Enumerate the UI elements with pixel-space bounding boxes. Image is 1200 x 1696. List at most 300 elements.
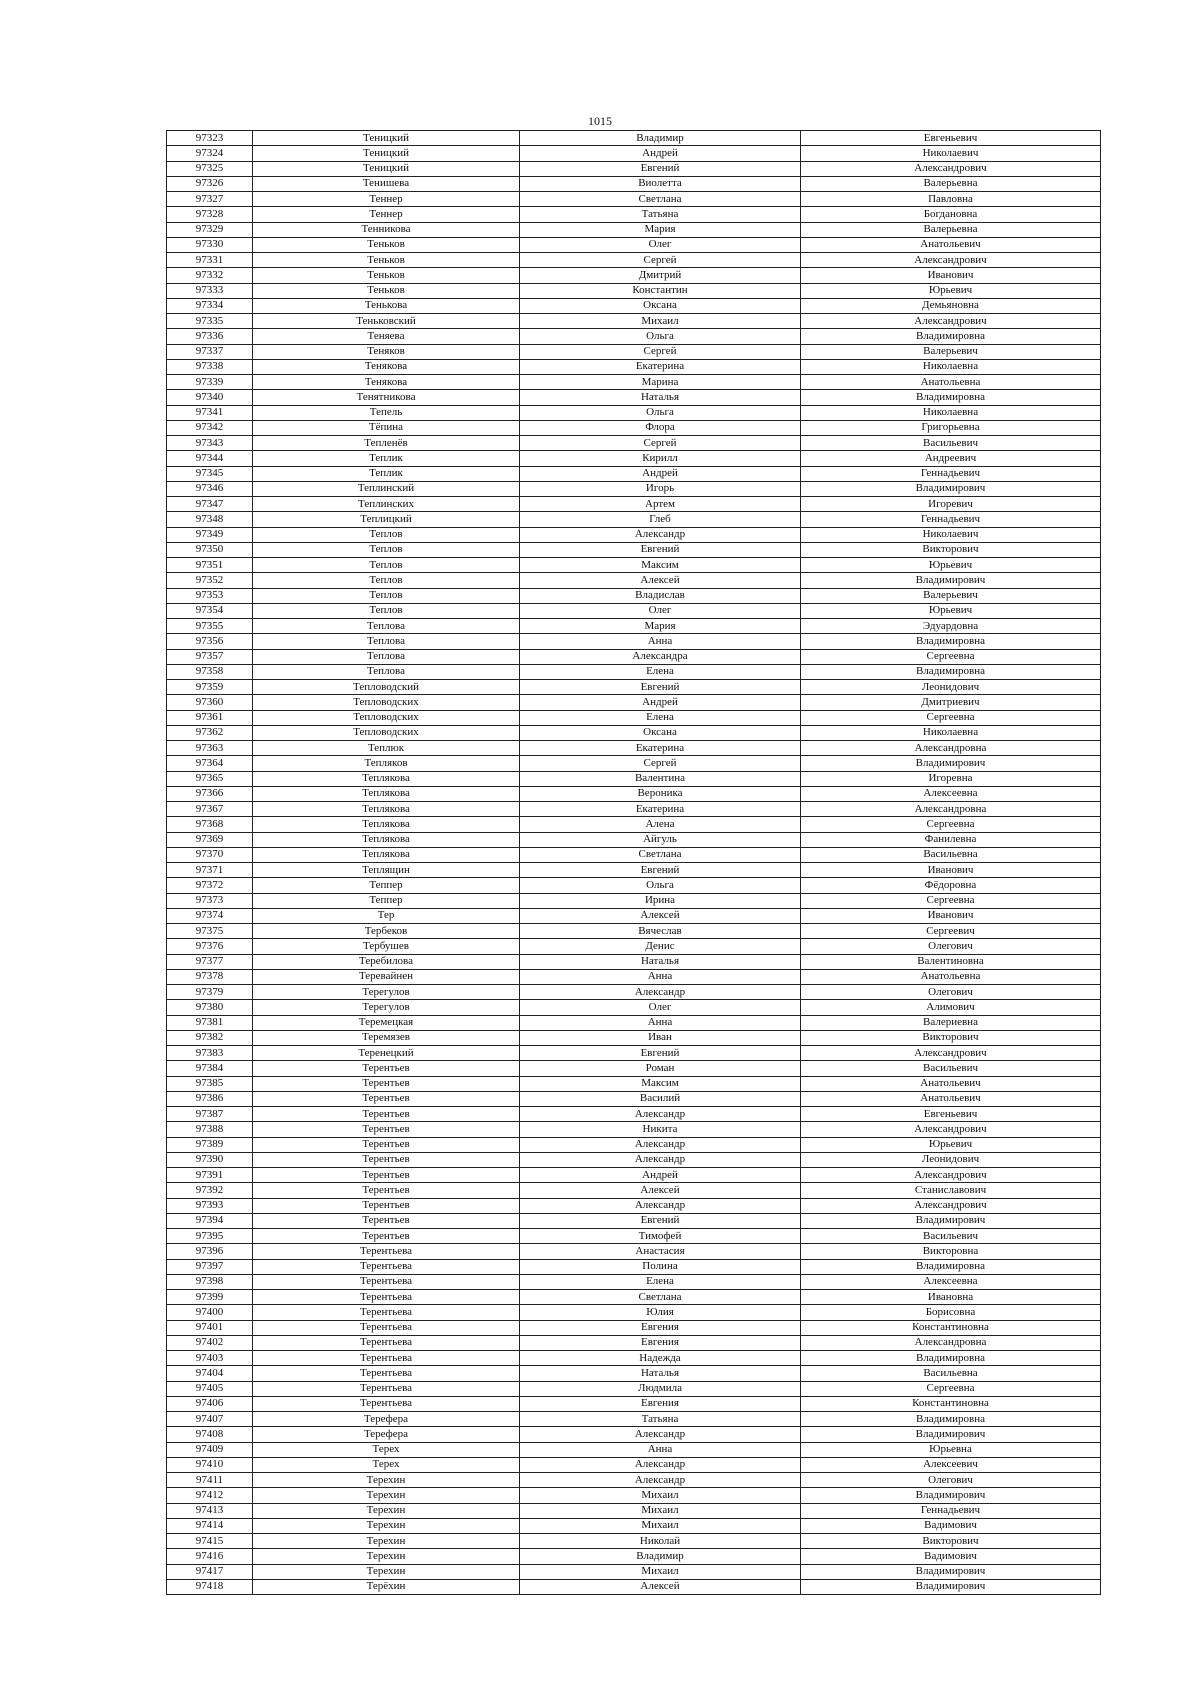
surname-cell: Теплякова [253, 847, 520, 862]
patronymic-cell: Валерьевна [801, 176, 1101, 191]
first-name-cell: Юлия [520, 1305, 801, 1320]
patronymic-cell: Владимировна [801, 329, 1101, 344]
patronymic-cell: Александрович [801, 161, 1101, 176]
record-number-cell: 97398 [167, 1274, 253, 1289]
surname-cell: Терехин [253, 1534, 520, 1549]
patronymic-cell: Александрович [801, 314, 1101, 329]
table-row [167, 222, 1101, 237]
table-row [167, 1213, 1101, 1228]
surname-cell: Терентьев [253, 1122, 520, 1137]
record-number-cell: 97372 [167, 878, 253, 893]
surname-cell: Терефера [253, 1412, 520, 1427]
first-name-cell: Ольга [520, 329, 801, 344]
first-name-cell: Вячеслав [520, 924, 801, 939]
patronymic-cell: Александровна [801, 1335, 1101, 1350]
first-name-cell: Оксана [520, 298, 801, 313]
record-number-cell: 97409 [167, 1442, 253, 1457]
record-number-cell: 97381 [167, 1015, 253, 1030]
patronymic-cell: Викторович [801, 542, 1101, 557]
first-name-cell: Татьяна [520, 1412, 801, 1427]
first-name-cell: Екатерина [520, 359, 801, 374]
table-row [167, 176, 1101, 191]
record-number-cell: 97407 [167, 1412, 253, 1427]
patronymic-cell: Александровна [801, 802, 1101, 817]
patronymic-cell: Константиновна [801, 1320, 1101, 1335]
patronymic-cell: Анатольевич [801, 237, 1101, 252]
patronymic-cell: Валерьевич [801, 344, 1101, 359]
table-row [167, 741, 1101, 756]
first-name-cell: Анна [520, 969, 801, 984]
surname-cell: Тепловодский [253, 680, 520, 695]
surname-cell: Терентьева [253, 1381, 520, 1396]
patronymic-cell: Викторович [801, 1534, 1101, 1549]
surname-cell: Терентьев [253, 1091, 520, 1106]
record-number-cell: 97379 [167, 985, 253, 1000]
surname-cell: Теплякова [253, 817, 520, 832]
patronymic-cell: Владимирович [801, 1564, 1101, 1579]
surname-cell: Тепловодских [253, 725, 520, 740]
table-row [167, 1015, 1101, 1030]
record-number-cell: 97405 [167, 1381, 253, 1396]
first-name-cell: Флора [520, 420, 801, 435]
surname-cell: Теплицкий [253, 512, 520, 527]
first-name-cell: Сергей [520, 253, 801, 268]
table-row [167, 1198, 1101, 1213]
record-number-cell: 97342 [167, 420, 253, 435]
first-name-cell: Наталья [520, 390, 801, 405]
patronymic-cell: Сергеевна [801, 710, 1101, 725]
record-number-cell: 97377 [167, 954, 253, 969]
first-name-cell: Михаил [520, 1518, 801, 1533]
record-number-cell: 97362 [167, 725, 253, 740]
first-name-cell: Александр [520, 1107, 801, 1122]
first-name-cell: Игорь [520, 481, 801, 496]
record-number-cell: 97336 [167, 329, 253, 344]
patronymic-cell: Сергеевна [801, 893, 1101, 908]
table-row [167, 420, 1101, 435]
table-row [167, 1107, 1101, 1122]
patronymic-cell: Владимирович [801, 1488, 1101, 1503]
patronymic-cell: Ивановна [801, 1290, 1101, 1305]
surname-cell: Теренецкий [253, 1046, 520, 1061]
first-name-cell: Евгения [520, 1396, 801, 1411]
first-name-cell: Елена [520, 710, 801, 725]
first-name-cell: Глеб [520, 512, 801, 527]
table-row [167, 1335, 1101, 1350]
table-row [167, 1381, 1101, 1396]
surname-cell: Терехин [253, 1488, 520, 1503]
first-name-cell: Владимир [520, 1549, 801, 1564]
first-name-cell: Александр [520, 1152, 801, 1167]
first-name-cell: Анна [520, 1442, 801, 1457]
first-name-cell: Мария [520, 222, 801, 237]
record-number-cell: 97384 [167, 1061, 253, 1076]
first-name-cell: Анна [520, 634, 801, 649]
first-name-cell: Олег [520, 1000, 801, 1015]
first-name-cell: Владислав [520, 588, 801, 603]
table-row [167, 237, 1101, 252]
surname-cell: Теницкий [253, 161, 520, 176]
record-number-cell: 97383 [167, 1046, 253, 1061]
surname-cell: Терентьева [253, 1351, 520, 1366]
patronymic-cell: Иванович [801, 908, 1101, 923]
table-row [167, 1152, 1101, 1167]
table-row [167, 192, 1101, 207]
first-name-cell: Владимир [520, 131, 801, 146]
page-number: 1015 [588, 114, 612, 128]
table-row [167, 573, 1101, 588]
table-row [167, 253, 1101, 268]
first-name-cell: Андрей [520, 146, 801, 161]
table-row [167, 1290, 1101, 1305]
patronymic-cell: Олегович [801, 1473, 1101, 1488]
patronymic-cell: Алексеевна [801, 1274, 1101, 1289]
surname-cell: Теплов [253, 558, 520, 573]
first-name-cell: Сергей [520, 436, 801, 451]
first-name-cell: Айгуль [520, 832, 801, 847]
patronymic-cell: Сергеевич [801, 924, 1101, 939]
patronymic-cell: Олегович [801, 985, 1101, 1000]
first-name-cell: Алексей [520, 908, 801, 923]
record-number-cell: 97364 [167, 756, 253, 771]
patronymic-cell: Игоревич [801, 497, 1101, 512]
first-name-cell: Олег [520, 237, 801, 252]
surname-cell: Терентьева [253, 1335, 520, 1350]
surname-cell: Теницкий [253, 131, 520, 146]
surname-cell: Теплякова [253, 771, 520, 786]
first-name-cell: Николай [520, 1534, 801, 1549]
surname-cell: Терентьева [253, 1320, 520, 1335]
surname-cell: Теремязев [253, 1030, 520, 1045]
table-row [167, 436, 1101, 451]
first-name-cell: Ольга [520, 405, 801, 420]
patronymic-cell: Юрьевич [801, 603, 1101, 618]
table-row [167, 908, 1101, 923]
patronymic-cell: Владимирович [801, 756, 1101, 771]
first-name-cell: Светлана [520, 192, 801, 207]
table-row [167, 1473, 1101, 1488]
surname-cell: Теплов [253, 603, 520, 618]
patronymic-cell: Сергеевна [801, 817, 1101, 832]
record-number-cell: 97328 [167, 207, 253, 222]
record-number-cell: 97389 [167, 1137, 253, 1152]
first-name-cell: Евгений [520, 863, 801, 878]
patronymic-cell: Николаевич [801, 146, 1101, 161]
patronymic-cell: Евгеньевич [801, 131, 1101, 146]
first-name-cell: Татьяна [520, 207, 801, 222]
table-row [167, 954, 1101, 969]
surname-cell: Теплящин [253, 863, 520, 878]
table-row [167, 1320, 1101, 1335]
first-name-cell: Олег [520, 603, 801, 618]
patronymic-cell: Геннадьевич [801, 512, 1101, 527]
record-number-cell: 97397 [167, 1259, 253, 1274]
record-number-cell: 97374 [167, 908, 253, 923]
table-row [167, 1396, 1101, 1411]
patronymic-cell: Николаевна [801, 359, 1101, 374]
record-number-cell: 97399 [167, 1290, 253, 1305]
patronymic-cell: Васильевна [801, 1366, 1101, 1381]
record-number-cell: 97360 [167, 695, 253, 710]
record-number-cell: 97369 [167, 832, 253, 847]
table-row [167, 1503, 1101, 1518]
record-number-cell: 97343 [167, 436, 253, 451]
record-number-cell: 97396 [167, 1244, 253, 1259]
surname-cell: Теплова [253, 649, 520, 664]
surname-cell: Теплов [253, 542, 520, 557]
first-name-cell: Оксана [520, 725, 801, 740]
patronymic-cell: Валерьевна [801, 222, 1101, 237]
record-number-cell: 97354 [167, 603, 253, 618]
table-row [167, 802, 1101, 817]
table-row [167, 283, 1101, 298]
first-name-cell: Евгений [520, 161, 801, 176]
record-number-cell: 97339 [167, 375, 253, 390]
record-number-cell: 97353 [167, 588, 253, 603]
surname-cell: Терегулов [253, 985, 520, 1000]
first-name-cell: Михаил [520, 314, 801, 329]
first-name-cell: Тимофей [520, 1229, 801, 1244]
patronymic-cell: Александрович [801, 1198, 1101, 1213]
patronymic-cell: Богдановна [801, 207, 1101, 222]
surname-cell: Терентьева [253, 1290, 520, 1305]
first-name-cell: Наталья [520, 954, 801, 969]
record-number-cell: 97356 [167, 634, 253, 649]
surname-cell: Терентьев [253, 1183, 520, 1198]
first-name-cell: Светлана [520, 847, 801, 862]
first-name-cell: Евгений [520, 542, 801, 557]
surname-cell: Тер [253, 908, 520, 923]
table-row [167, 161, 1101, 176]
first-name-cell: Надежда [520, 1351, 801, 1366]
table-row [167, 527, 1101, 542]
table-row [167, 1183, 1101, 1198]
record-number-cell: 97358 [167, 664, 253, 679]
first-name-cell: Ирина [520, 893, 801, 908]
table-row [167, 497, 1101, 512]
surname-cell: Тенникова [253, 222, 520, 237]
first-name-cell: Евгения [520, 1320, 801, 1335]
record-number-cell: 97408 [167, 1427, 253, 1442]
surname-cell: Тёпина [253, 420, 520, 435]
patronymic-cell: Леонидович [801, 1152, 1101, 1167]
surname-cell: Теплинских [253, 497, 520, 512]
record-number-cell: 97367 [167, 802, 253, 817]
record-number-cell: 97378 [167, 969, 253, 984]
record-number-cell: 97337 [167, 344, 253, 359]
first-name-cell: Никита [520, 1122, 801, 1137]
table-row [167, 314, 1101, 329]
table-row [167, 1579, 1101, 1594]
table-row [167, 1137, 1101, 1152]
table-row [167, 1259, 1101, 1274]
table-row [167, 481, 1101, 496]
record-number-cell: 97403 [167, 1351, 253, 1366]
record-number-cell: 97330 [167, 237, 253, 252]
surname-cell: Терентьева [253, 1259, 520, 1274]
table-row [167, 466, 1101, 481]
surname-cell: Теняков [253, 344, 520, 359]
surname-cell: Теребилова [253, 954, 520, 969]
patronymic-cell: Валерьевич [801, 588, 1101, 603]
patronymic-cell: Васильевич [801, 1229, 1101, 1244]
record-number-cell: 97338 [167, 359, 253, 374]
first-name-cell: Александр [520, 1137, 801, 1152]
record-number-cell: 97345 [167, 466, 253, 481]
table-row [167, 603, 1101, 618]
patronymic-cell: Евгеньевич [801, 1107, 1101, 1122]
table-row [167, 725, 1101, 740]
record-number-cell: 97327 [167, 192, 253, 207]
patronymic-cell: Иванович [801, 268, 1101, 283]
record-number-cell: 97348 [167, 512, 253, 527]
patronymic-cell: Владимирович [801, 1579, 1101, 1594]
table-row [167, 1351, 1101, 1366]
table-row [167, 1244, 1101, 1259]
table-row [167, 1457, 1101, 1472]
patronymic-cell: Борисовна [801, 1305, 1101, 1320]
first-name-cell: Андрей [520, 1168, 801, 1183]
table-row [167, 542, 1101, 557]
first-name-cell: Михаил [520, 1564, 801, 1579]
patronymic-cell: Александрович [801, 253, 1101, 268]
record-number-cell: 97326 [167, 176, 253, 191]
patronymic-cell: Владимирович [801, 481, 1101, 496]
surname-cell: Теплов [253, 527, 520, 542]
patronymic-cell: Александрович [801, 1046, 1101, 1061]
record-number-cell: 97388 [167, 1122, 253, 1137]
surname-cell: Теньков [253, 253, 520, 268]
patronymic-cell: Владимирович [801, 573, 1101, 588]
surname-cell: Теплякова [253, 832, 520, 847]
table-row [167, 1366, 1101, 1381]
surname-cell: Терехин [253, 1473, 520, 1488]
table-row [167, 1229, 1101, 1244]
record-number-cell: 97332 [167, 268, 253, 283]
table-row [167, 863, 1101, 878]
patronymic-cell: Алимович [801, 1000, 1101, 1015]
surname-cell: Теннер [253, 207, 520, 222]
first-name-cell: Денис [520, 939, 801, 954]
surname-cell: Тепель [253, 405, 520, 420]
table-row [167, 817, 1101, 832]
patronymic-cell: Демьяновна [801, 298, 1101, 313]
record-number-cell: 97382 [167, 1030, 253, 1045]
table-row [167, 1564, 1101, 1579]
first-name-cell: Андрей [520, 466, 801, 481]
surname-cell: Теплик [253, 451, 520, 466]
first-name-cell: Ольга [520, 878, 801, 893]
record-number-cell: 97387 [167, 1107, 253, 1122]
table-row [167, 1168, 1101, 1183]
surname-cell: Тербеков [253, 924, 520, 939]
surname-cell: Терентьев [253, 1137, 520, 1152]
surname-cell: Терех [253, 1442, 520, 1457]
table-row [167, 131, 1101, 146]
surname-cell: Теплик [253, 466, 520, 481]
record-number-cell: 97366 [167, 786, 253, 801]
surname-cell: Теньков [253, 268, 520, 283]
table-row [167, 1000, 1101, 1015]
first-name-cell: Вероника [520, 786, 801, 801]
record-number-cell: 97400 [167, 1305, 253, 1320]
patronymic-cell: Олегович [801, 939, 1101, 954]
patronymic-cell: Анатольевна [801, 969, 1101, 984]
patronymic-cell: Эдуардовна [801, 619, 1101, 634]
patronymic-cell: Станиславович [801, 1183, 1101, 1198]
surname-cell: Теплова [253, 619, 520, 634]
first-name-cell: Мария [520, 619, 801, 634]
patronymic-cell: Александрович [801, 1122, 1101, 1137]
record-number-cell: 97341 [167, 405, 253, 420]
surname-cell: Терехин [253, 1503, 520, 1518]
surname-cell: Теппер [253, 878, 520, 893]
surname-cell: Теняева [253, 329, 520, 344]
table-row [167, 1488, 1101, 1503]
patronymic-cell: Фёдоровна [801, 878, 1101, 893]
record-number-cell: 97371 [167, 863, 253, 878]
surname-cell: Тенятникова [253, 390, 520, 405]
first-name-cell: Александр [520, 985, 801, 1000]
first-name-cell: Андрей [520, 695, 801, 710]
patronymic-cell: Владимирович [801, 1213, 1101, 1228]
record-number-cell: 97361 [167, 710, 253, 725]
surname-cell: Тенишева [253, 176, 520, 191]
table-row [167, 619, 1101, 634]
patronymic-cell: Валериевна [801, 1015, 1101, 1030]
surname-cell: Терентьев [253, 1213, 520, 1228]
first-name-cell: Роман [520, 1061, 801, 1076]
record-number-cell: 97346 [167, 481, 253, 496]
table-row [167, 451, 1101, 466]
patronymic-cell: Николаевна [801, 725, 1101, 740]
patronymic-cell: Викторовна [801, 1244, 1101, 1259]
table-row [167, 1274, 1101, 1289]
table-row [167, 664, 1101, 679]
surname-cell: Терехин [253, 1518, 520, 1533]
first-name-cell: Наталья [520, 1366, 801, 1381]
record-number-cell: 97385 [167, 1076, 253, 1091]
first-name-cell: Максим [520, 558, 801, 573]
surname-cell: Терех [253, 1457, 520, 1472]
record-number-cell: 97414 [167, 1518, 253, 1533]
table-row [167, 634, 1101, 649]
surname-cell: Тепловодских [253, 710, 520, 725]
patronymic-cell: Фанилевна [801, 832, 1101, 847]
surname-cell: Теппер [253, 893, 520, 908]
first-name-cell: Кирилл [520, 451, 801, 466]
first-name-cell: Евгений [520, 1213, 801, 1228]
first-name-cell: Евгений [520, 680, 801, 695]
record-number-cell: 97386 [167, 1091, 253, 1106]
table-row [167, 1549, 1101, 1564]
first-name-cell: Василий [520, 1091, 801, 1106]
surname-cell: Теплякова [253, 802, 520, 817]
record-number-cell: 97340 [167, 390, 253, 405]
patronymic-cell: Александрович [801, 1168, 1101, 1183]
record-number-cell: 97355 [167, 619, 253, 634]
first-name-cell: Максим [520, 1076, 801, 1091]
patronymic-cell: Анатольевич [801, 1076, 1101, 1091]
surname-cell: Терентьева [253, 1396, 520, 1411]
record-number-cell: 97373 [167, 893, 253, 908]
patronymic-cell: Иванович [801, 863, 1101, 878]
patronymic-cell: Дмитриевич [801, 695, 1101, 710]
record-number-cell: 97404 [167, 1366, 253, 1381]
table-row [167, 1305, 1101, 1320]
table-row [167, 695, 1101, 710]
surname-cell: Теплякова [253, 786, 520, 801]
